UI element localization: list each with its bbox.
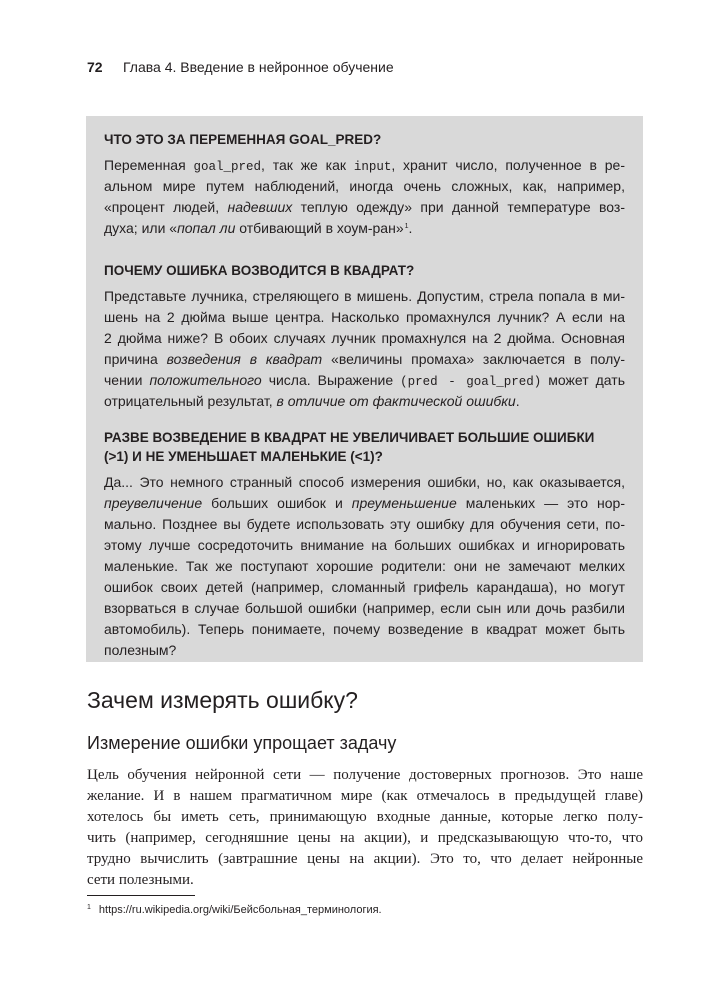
body-text-line: сети полезными. (87, 872, 194, 888)
sidebar-text-line: причина возведения в квадрат «величины промаха» заключается в полу- (104, 351, 625, 367)
sidebar-text-line: этому лучше сосредоточить внимание на больших ошибках и игнорировать (104, 537, 625, 553)
sidebar-text-line: автомобиль). Теперь понимаете, почему возведение в квадрат может быть (104, 621, 625, 637)
body-text-line: чить (например, сегодняшние цены на акции), и предсказывающую что-то, что (87, 830, 643, 846)
sidebar-text-line: шень на 2 дюйма выше центра. Насколько промахнулся лучник? А если на (104, 309, 625, 325)
sidebar-text-line: чении положительного числа. Выражение (pred - goal_pred) может дать (104, 372, 625, 389)
inline-code: goal_pred (193, 160, 261, 174)
sidebar-box (86, 116, 643, 662)
sidebar-text-line: отрицательный результат, в отличие от фактической ошибки. (104, 393, 520, 409)
sidebar-text-line: духа; или «попал ли отбивающий в хоум-ран»$^1$. (104, 220, 413, 236)
footnote-divider (87, 895, 195, 896)
sidebar-text-line: 2 дюйма ниже? В обоих случаях лучник промахнулся на 2 дюйма. Основная (104, 330, 625, 346)
body-text-line: трудно вычислить (завтрашние цены на акции). Это то, что делает нейронные (87, 851, 643, 867)
inline-code: (pred - goal_pred) (400, 375, 542, 389)
body-text-line: желание. И в нашем прагматичном мире (как отмечалось в предыдущей главе) (87, 788, 643, 804)
sidebar-text-line: Да... Это немного странный способ измерения ошибки, но, как оказывается, (104, 474, 625, 490)
footnote (87, 903, 382, 919)
chapter-title: Глава 4. Введение в нейронное обучение (123, 59, 394, 75)
section-title: Зачем измерять ошибку? (87, 687, 358, 713)
body-text-line: хотелось бы иметь сеть, принимающую входные данные, которые легко полу- (87, 809, 643, 825)
sidebar-text-line: преувеличение больших ошибок и преуменьшение маленьких — это нор- (104, 495, 625, 511)
sidebar-question-heading: РАЗВЕ ВОЗВЕДЕНИЕ В КВАДРАТ НЕ УВЕЛИЧИВАЕТ БОЛЬШИЕ ОШИБКИ (104, 430, 595, 445)
footnote-mark: 1 (87, 904, 91, 911)
sidebar-text-line: взорваться в случае большой ошибки (например, если сын или дочь разбили (104, 600, 625, 616)
sidebar-text-line: мально. Позднее вы будете использовать эту ошибку для обучения сети, по- (104, 516, 625, 532)
footnote-link[interactable]: https://ru.wikipedia.org/wiki/Бейсбольная_терминология. (98, 904, 382, 916)
footnote-reference: 1 (404, 223, 409, 230)
sidebar-question-heading: ПОЧЕМУ ОШИБКА ВОЗВОДИТСЯ В КВАДРАТ? (104, 263, 415, 278)
body-text-line: Цель обучения нейронной сети — получение достоверных прогнозов. Это наше (87, 767, 643, 783)
sidebar-text-line: альном мире путем наблюдений, иногда очень сложных, как, например, (104, 178, 625, 194)
sidebar-text-line: полезным? (104, 642, 177, 658)
sidebar-text-line: ошибок своих детей (например, сломанный грифель карандаша), но могут (104, 579, 625, 595)
inline-code: input (353, 160, 392, 174)
sidebar-question-heading: ЧТО ЭТО ЗА ПЕРЕМЕННАЯ GOAL_PRED? (104, 132, 382, 147)
sidebar-question-heading: (>1) И НЕ УМЕНЬШАЕТ МАЛЕНЬКИЕ (<1)? (104, 449, 383, 464)
page-number: 72 (87, 59, 103, 75)
sidebar-text-line: Представьте лучника, стреляющего в мишень. Допустим, стрела попала в ми- (104, 288, 625, 304)
running-head (87, 58, 394, 76)
sidebar-text-line: маленькие. Так же поступают хорошие родители: они не замечают мелких (104, 558, 625, 574)
subsection-title: Измерение ошибки упрощает задачу (87, 733, 397, 753)
sidebar-text-line: Переменная goal_pred, так же как input, хранит число, полученное в ре- (104, 157, 625, 174)
sidebar-text-line: «процент людей, надевших теплую одежду» при данной температуре воз- (104, 199, 625, 215)
